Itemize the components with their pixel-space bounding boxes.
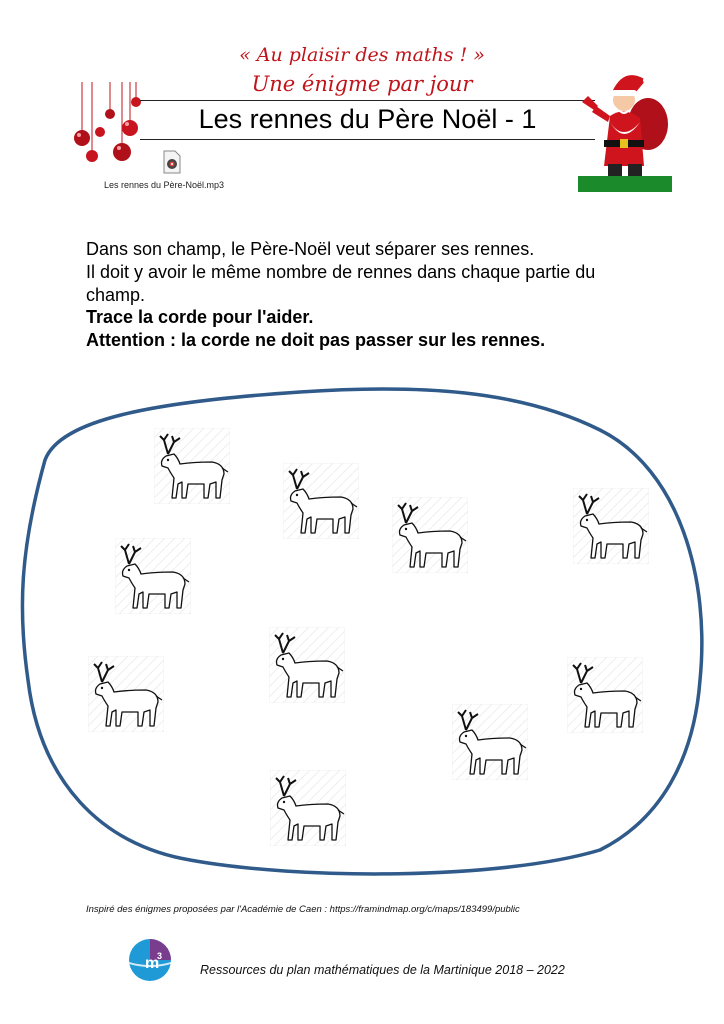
reindeer <box>452 704 528 780</box>
m3-logo-icon <box>128 938 172 982</box>
reindeer <box>270 770 346 846</box>
christmas-ornaments-icon <box>70 82 150 172</box>
footer-credit: Inspiré des énigmes proposées par l'Académie de Caen : https://framindmap.org/c/maps/183499/public <box>86 904 520 915</box>
field-outline[interactable] <box>0 380 724 880</box>
instruction-line-4: Trace la corde pour l'aider. <box>86 307 314 327</box>
m3-logo-exponent: 3 <box>157 951 163 961</box>
field-rope-boundary <box>22 389 701 874</box>
reindeer <box>392 497 468 573</box>
tagline-au-plaisir: « Au plaisir des maths ! » <box>239 44 485 66</box>
audio-file-icon[interactable] <box>162 150 182 174</box>
tagline-enigme: Une énigme par jour <box>251 72 473 96</box>
reindeer <box>573 488 649 564</box>
reindeer <box>567 657 643 733</box>
m3-logo-letter: m <box>145 955 160 972</box>
instruction-line-2: Il doit y avoir le même nombre de rennes dans chaque partie du <box>86 262 596 282</box>
instruction-line-5: Attention : la corde ne doit pas passer sur les rennes. <box>86 330 546 350</box>
reindeer <box>115 538 191 614</box>
footer-resources: Ressources du plan mathématiques de la Martinique 2018 – 2022 <box>200 963 565 977</box>
instruction-line-3: champ. <box>86 285 146 305</box>
instruction-line-1: Dans son champ, le Père-Noël veut séparer ses rennes. <box>86 239 535 259</box>
page-title: Les rennes du Père Noël - 1 <box>198 104 537 134</box>
reindeer <box>283 463 359 539</box>
reindeer <box>154 428 230 504</box>
reindeer <box>269 627 345 703</box>
reindeer <box>88 656 164 732</box>
santa-claus-icon <box>574 66 674 192</box>
audio-file-label[interactable]: Les rennes du Père-Noël.mp3 <box>104 180 225 190</box>
